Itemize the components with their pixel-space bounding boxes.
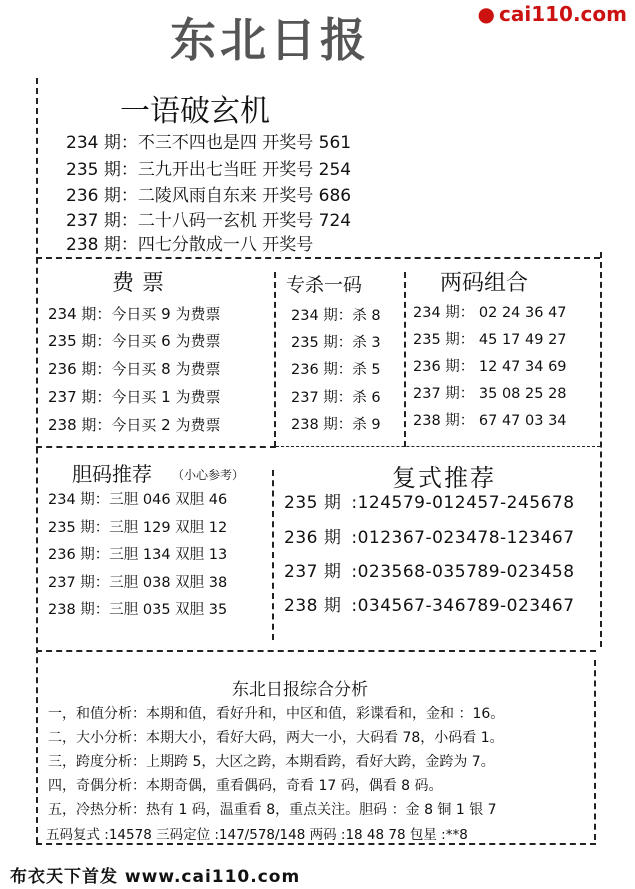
compound-row bbox=[284, 488, 575, 513]
compound-period: 235 期 bbox=[284, 493, 342, 513]
two-code-row: 237 期： 35 08 25 28 bbox=[413, 386, 567, 402]
kill-one-row: 237 期：杀 6 bbox=[291, 390, 381, 406]
divider-analysis-bottom bbox=[36, 843, 596, 845]
two-code-row: 236 期： 12 47 34 69 bbox=[413, 359, 567, 375]
riddle-row: 234 期：不三不四也是四 开奖号 561 bbox=[66, 133, 352, 153]
analysis-row: 四，奇偶分析：本期奇偶，重看偶码，奇看 17 码，偶看 8 码。 bbox=[48, 778, 443, 794]
free-ticket-title: 费票 bbox=[112, 271, 173, 296]
free-ticket-row: 238 期：今日买 2 为费票 bbox=[48, 416, 221, 434]
two-code-row: 234 期： 02 24 36 47 bbox=[413, 305, 567, 321]
compound-row bbox=[284, 557, 575, 582]
free-ticket-row: 237 期：今日买 1 为费票 bbox=[48, 388, 221, 406]
footer-text[interactable]: 布衣天下首发 www.cai110.com bbox=[10, 867, 301, 887]
kill-one-row: 234 期：杀 8 bbox=[291, 308, 381, 324]
divider-mid-right bbox=[276, 446, 600, 447]
compound-value: :023568-035789-023458 bbox=[351, 562, 575, 582]
gall-row: 238 期：三胆 035 双胆 35 bbox=[48, 602, 228, 618]
analysis-row: 三，跨度分析：上期跨 5，大区之跨，本期看跨，看好大跨，金跨为 7。 bbox=[48, 754, 495, 770]
compound-value: :124579-012457-245678 bbox=[351, 493, 575, 513]
compound-row bbox=[284, 591, 575, 616]
compound-row bbox=[284, 523, 575, 548]
divider-riddle-bottom bbox=[36, 257, 600, 259]
riddle-title: 一语破玄机 bbox=[120, 94, 270, 129]
frame-right bbox=[600, 252, 602, 647]
gall-row: 236 期：三胆 134 双胆 13 bbox=[48, 547, 228, 563]
compound-period: 237 期 bbox=[284, 562, 342, 582]
divider-analysis-top bbox=[36, 650, 596, 652]
riddle-row: 236 期：二陵风雨自东来 开奖号 686 bbox=[66, 186, 352, 206]
divider-col2 bbox=[404, 272, 406, 447]
analysis-row: 二，大小分析：本期大小，看好大码，两大一小，大码看 78，小码看 1。 bbox=[48, 730, 504, 746]
compound-title: 复式推荐 bbox=[392, 464, 496, 492]
analysis-title: 东北日报综合分析 bbox=[232, 680, 368, 700]
two-code-row: 235 期： 45 17 49 27 bbox=[413, 332, 567, 348]
divider-col1 bbox=[274, 272, 276, 447]
compound-period: 236 期 bbox=[284, 528, 342, 548]
frame-right-lower bbox=[594, 660, 596, 840]
divider-col-lower bbox=[272, 470, 274, 640]
free-ticket-row: 234 期：今日买 9 为费票 bbox=[48, 305, 221, 323]
two-code-title: 两码组合 bbox=[440, 271, 529, 296]
free-ticket-row: 235 期：今日买 6 为费票 bbox=[48, 332, 221, 350]
compound-period: 238 期 bbox=[284, 596, 342, 616]
gall-row: 237 期：三胆 038 双胆 38 bbox=[48, 575, 228, 591]
logo-dot-icon: ● bbox=[477, 2, 495, 26]
gall-row: 234 期：三胆 046 双胆 46 bbox=[48, 492, 228, 508]
kill-one-row: 235 期：杀 3 bbox=[291, 335, 381, 351]
masthead-title: 东北日报 bbox=[170, 13, 370, 67]
riddle-row: 235 期：三九开出七当旺 开奖号 254 bbox=[66, 160, 352, 180]
gall-row: 235 期：三胆 129 双胆 12 bbox=[48, 520, 228, 536]
divider-mid bbox=[36, 446, 276, 448]
site-logo-text: cai110.com bbox=[499, 2, 627, 26]
kill-one-row: 238 期：杀 9 bbox=[291, 417, 381, 433]
site-logo[interactable] bbox=[478, 2, 627, 26]
gall-note: （小心参考） bbox=[172, 468, 245, 482]
two-code-row: 238 期： 67 47 03 34 bbox=[413, 413, 567, 429]
riddle-row: 237 期：二十八码一玄机 开奖号 724 bbox=[66, 211, 352, 231]
analysis-row: 一，和值分析：本期和值，看好升和，中区和值，彩谍看和，金和 ：16。 bbox=[48, 706, 505, 722]
kill-one-title: 专杀一码 bbox=[286, 274, 363, 296]
kill-one-row: 236 期：杀 5 bbox=[291, 362, 381, 378]
analysis-row: 五码复式 :14578 三码定位 :147/578/148 两码 :18 48 78 包星 :**8 bbox=[46, 827, 468, 843]
free-ticket-row: 236 期：今日买 8 为费票 bbox=[48, 360, 221, 378]
frame-left bbox=[36, 78, 38, 843]
compound-value: :012367-023478-123467 bbox=[351, 528, 575, 548]
gall-title: 胆码推荐 bbox=[72, 462, 152, 486]
compound-value: :034567-346789-023467 bbox=[351, 596, 575, 616]
analysis-row: 五，冷热分析：热有 1 码，温重看 8，重点关注。胆码 ：金 8 铜 1 银 7 bbox=[48, 802, 497, 818]
riddle-row: 238 期：四七分散成一八 开奖号 bbox=[66, 235, 314, 255]
